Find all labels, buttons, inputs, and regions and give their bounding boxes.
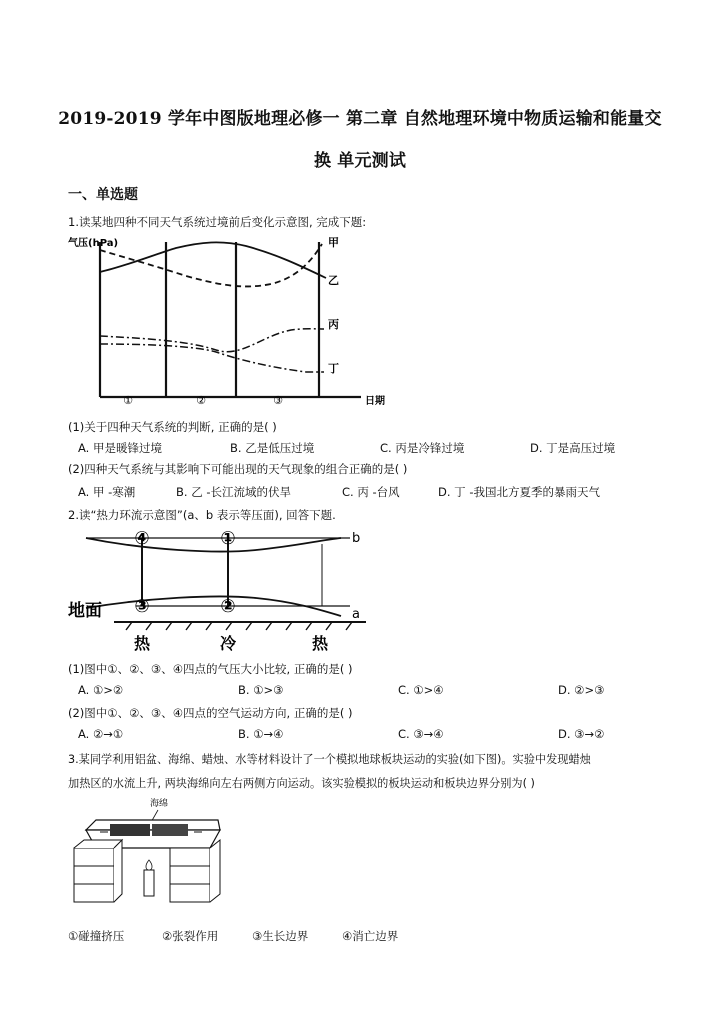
q1-x-tick-3: ③ — [273, 394, 283, 407]
q1-sub1-stem: (1)关于四种天气系统的判断, 正确的是( ) — [68, 420, 277, 434]
q3-candle — [144, 870, 154, 896]
q2-sub1-stem: (1)图中①、②、③、④四点的气压大小比较, 正确的是( ) — [68, 662, 353, 676]
q2-sub1-option-d[interactable]: D. ②>③ — [558, 683, 605, 697]
q3-stem-line-2: 加热区的水流上升, 两块海绵向左右两侧方向运动。该实验模拟的板块运动和板块边界分别为( ) — [68, 777, 535, 790]
q2-point-2: ② — [220, 596, 236, 617]
q1-x-tick-2: ② — [196, 394, 206, 407]
q1-series-label-yi: 乙 — [328, 274, 339, 287]
q1-x-tick-1: ① — [123, 394, 133, 407]
q3-option-3[interactable]: ③生长边界 — [252, 929, 309, 943]
q1-x-axis-label: 日期 — [365, 396, 385, 407]
q1-sub2-option-c[interactable]: C. 丙 -台风 — [342, 485, 400, 499]
q1-sub1-option-a[interactable]: A. 甲是暖锋过境 — [78, 441, 162, 455]
q3-stem-line-1: 3.某同学利用铝盆、海绵、蜡烛、水等材料设计了一个模拟地球板块运动的实验(如下图)。实验中发现蜡烛 — [68, 753, 591, 766]
q2-point-4: ④ — [134, 528, 150, 549]
q1-weather-chart — [66, 232, 400, 412]
q2-sub2-option-d[interactable]: D. ③→② — [558, 727, 605, 741]
q3-option-2[interactable]: ②张裂作用 — [162, 929, 219, 943]
section-heading: 一、单选题 — [68, 187, 138, 203]
q2-ground-hatching — [126, 622, 352, 630]
page-title-line-2: 换 单元测试 — [313, 151, 407, 171]
q1-series-label-bing: 丙 — [328, 318, 339, 331]
q2-temp-middle: 冷 — [219, 634, 237, 652]
q2-isobar-a-label: a — [352, 607, 360, 622]
q3-experiment-figure — [70, 796, 230, 908]
q2-sub2-option-a[interactable]: A. ②→① — [78, 727, 124, 741]
q1-stem: 1.读某地四种不同天气系统过境前后变化示意图, 完成下题: — [68, 215, 367, 229]
q1-y-axis-label: 气压(hPa) — [68, 238, 119, 249]
q3-candle-flame-icon — [146, 860, 152, 870]
q2-point-1: ① — [220, 528, 236, 549]
q1-series-jia — [100, 244, 322, 286]
q3-option-1[interactable]: ①碰撞挤压 — [68, 929, 125, 943]
q3-brick-stack-right — [170, 840, 220, 902]
q3-brick-stack-left — [74, 840, 122, 902]
q1-sub1-option-c[interactable]: C. 丙是冷锋过境 — [380, 441, 465, 455]
q2-isobar-b — [86, 538, 341, 552]
q2-sub2-option-b[interactable]: B. ①→④ — [238, 727, 284, 741]
q2-temp-left: 热 — [133, 634, 151, 652]
q2-point-3: ③ — [134, 596, 150, 617]
q3-sponge-left — [110, 824, 150, 836]
q3-sponge-right — [152, 824, 188, 836]
q1-series-label-ding: 丁 — [328, 362, 339, 375]
q3-sponge-label: 海绵 — [150, 799, 169, 809]
q1-series-label-jia: 甲 — [328, 236, 339, 249]
q2-ground-label: 地面 — [68, 601, 102, 621]
q1-sub1-option-d[interactable]: D. 丁是高压过境 — [530, 441, 616, 455]
q2-stem: 2.读“热力环流示意图”(a、b 表示等压面), 回答下题. — [68, 508, 336, 522]
q2-temp-right: 热 — [311, 634, 329, 652]
q1-sub2-option-a[interactable]: A. 甲 -寒潮 — [78, 485, 136, 499]
q1-sub1-option-b[interactable]: B. 乙是低压过境 — [230, 441, 315, 455]
q3-option-4[interactable]: ④消亡边界 — [342, 929, 399, 943]
page-title-line-1: 2019-2019 学年中图版地理必修一 第二章 自然地理环境中物质运输和能量交 — [58, 109, 662, 129]
q1-sub2-option-d[interactable]: D. 丁 -我国北方夏季的暴雨天气 — [438, 485, 600, 499]
q2-circulation-diagram — [66, 524, 370, 652]
q2-sub1-option-c[interactable]: C. ①>④ — [398, 683, 444, 697]
q1-series-bing — [100, 329, 324, 352]
q2-sub1-option-b[interactable]: B. ①>③ — [238, 683, 284, 697]
q1-sub2-option-b[interactable]: B. 乙 -长江流域的伏旱 — [176, 485, 292, 499]
q2-isobar-b-label: b — [352, 531, 361, 546]
q2-sub2-stem: (2)图中①、②、③、④四点的空气运动方向, 正确的是( ) — [68, 706, 353, 720]
q2-sub2-option-c[interactable]: C. ③→④ — [398, 727, 444, 741]
q2-sub1-option-a[interactable]: A. ①>② — [78, 683, 124, 697]
q1-sub2-stem: (2)四种天气系统与其影响下可能出现的天气现象的组合正确的是( ) — [68, 462, 408, 476]
